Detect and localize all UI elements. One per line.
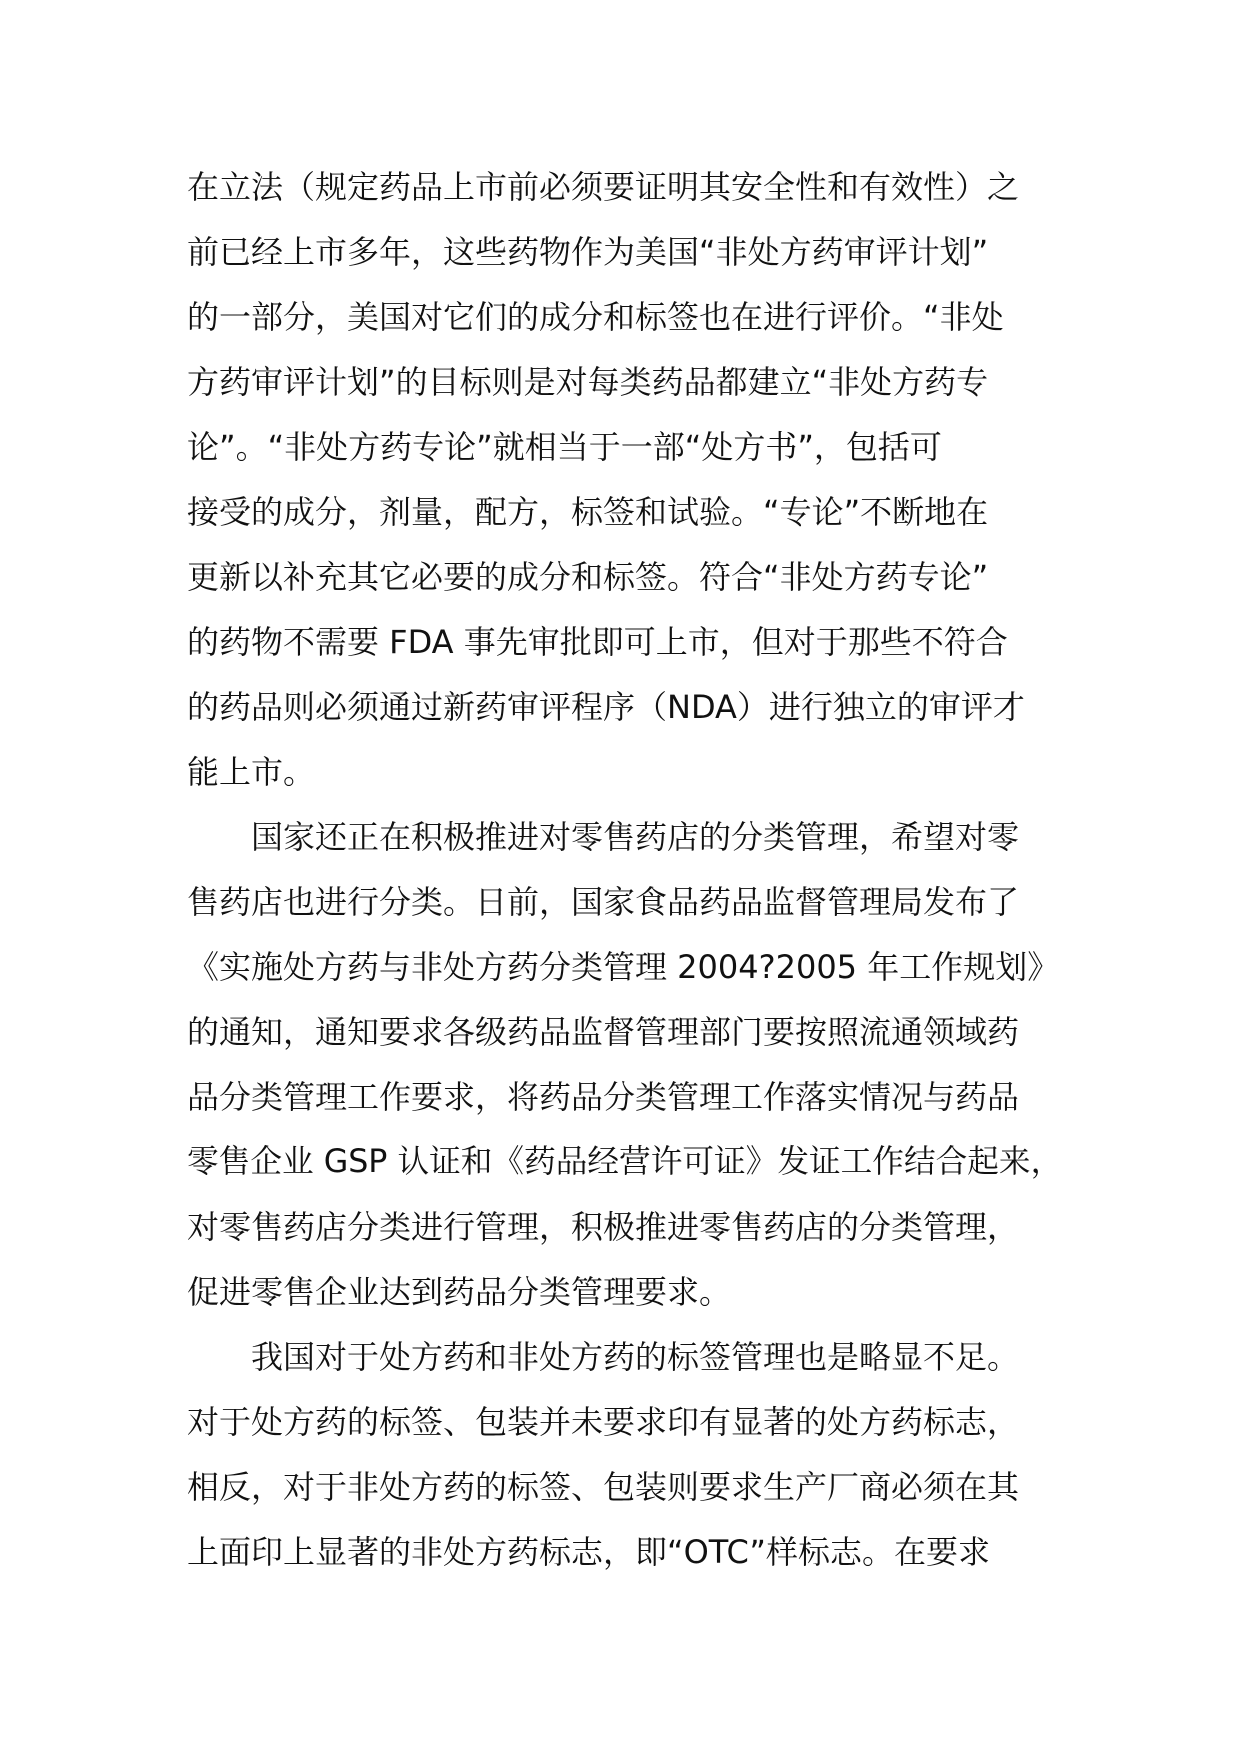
text-line: 的药品则必须通过新药审评程序（NDA）进行独立的审评才: [187, 688, 1025, 726]
text-line: 前已经上市多年，这些药物作为美国“非处方药审评计划”: [187, 233, 989, 271]
text-line: 的一部分，美国对它们的成分和标签也在进行评价。“非处: [187, 298, 1004, 336]
text-line: 对零售药店分类进行管理，积极推进零售药店的分类管理，: [187, 1208, 1020, 1246]
text-line: 的通知，通知要求各级药品监督管理部门要按照流通领域药: [187, 1013, 1020, 1051]
text-line: 对于处方药的标签、包装并未要求印有显著的处方药标志，: [187, 1403, 1020, 1441]
text-line: 相反，对于非处方药的标签、包装则要求生产厂商必须在其: [187, 1468, 1020, 1506]
text-line: 《实施处方药与非处方药分类管理 2004?2005 年工作规划》: [187, 948, 1060, 986]
text-line: 在立法（规定药品上市前必须要证明其安全性和有效性）之: [187, 168, 1020, 206]
text-line: 售药店也进行分类。日前，国家食品药品监督管理局发布了: [187, 883, 1020, 921]
text-line: 方药审评计划”的目标则是对每类药品都建立“非处方药专: [187, 363, 989, 401]
text-line: 的药物不需要 FDA 事先审批即可上市，但对于那些不符合: [187, 623, 1008, 661]
text-line: 上面印上显著的非处方药标志，即“OTC”样标志。在要求: [187, 1533, 990, 1571]
text-line: 国家还正在积极推进对零售药店的分类管理，希望对零: [187, 818, 1020, 856]
text-line: 能上市。: [187, 753, 316, 791]
text-line: 更新以补充其它必要的成分和标签。符合“非处方药专论”: [187, 558, 989, 596]
text-line: 促进零售企业达到药品分类管理要求。: [187, 1273, 732, 1311]
body-text: [187, 155, 1067, 1585]
text-line: 我国对于处方药和非处方药的标签管理也是略显不足。: [187, 1338, 1020, 1376]
text-line: 零售企业 GSP 认证和《药品经营许可证》发证工作结合起来，: [187, 1144, 1063, 1180]
text-line: 品分类管理工作要求，将药品分类管理工作落实情况与药品: [187, 1078, 1020, 1116]
text-line: 接受的成分，剂量，配方，标签和试验。“专论”不断地在: [187, 493, 989, 531]
text-line: 论”。“非处方药专论”就相当于一部“处方书”，包括可: [187, 428, 942, 466]
